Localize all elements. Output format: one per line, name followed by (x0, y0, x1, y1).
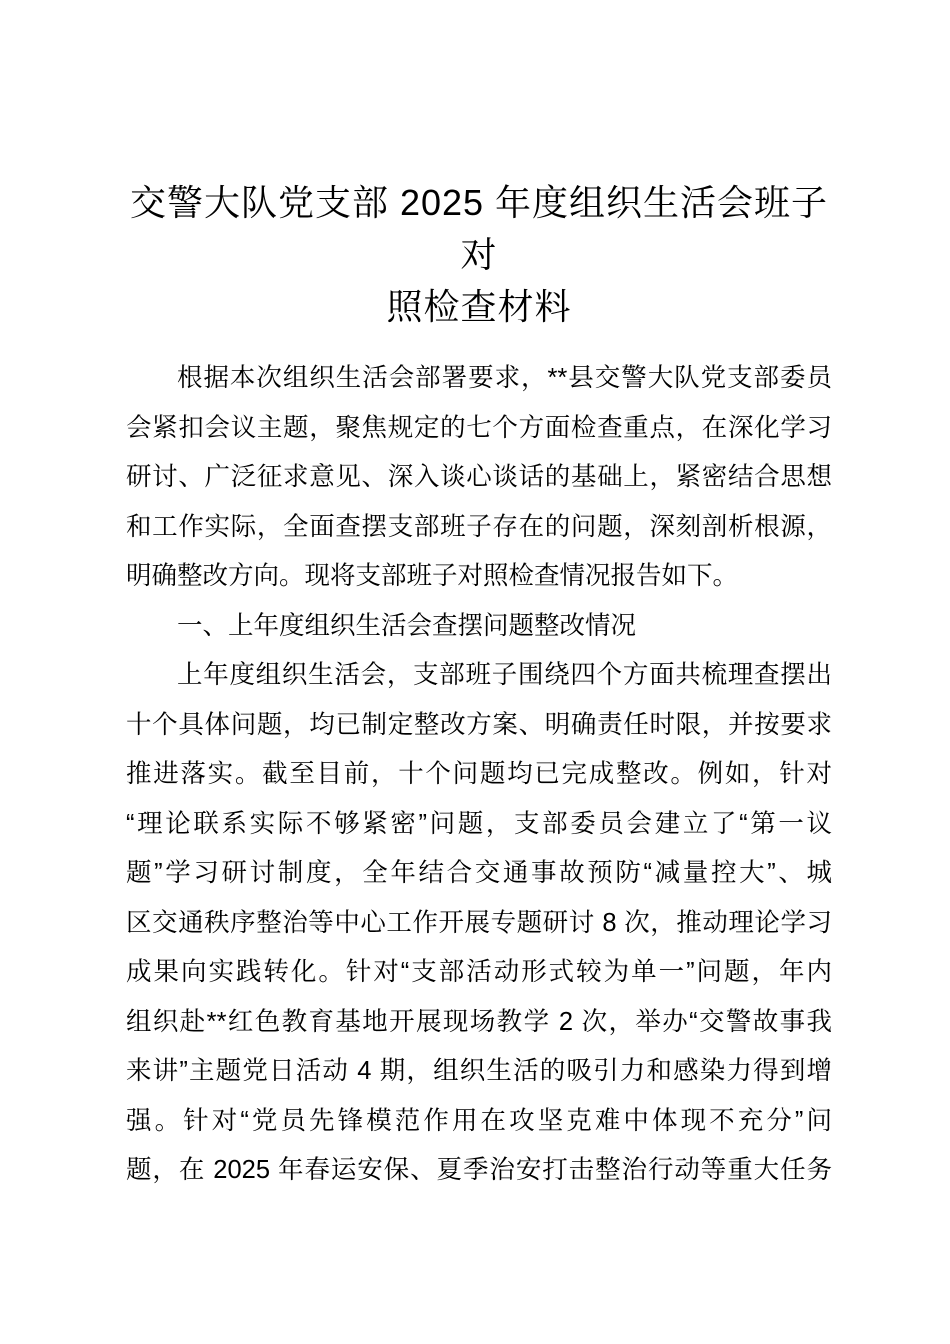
paragraph-2-line-2: 十个具体问题，均已制定整改方案、明确责任时限，并按要求 (126, 710, 832, 739)
paragraph-1-line-5: 明确整改方向。现将支部班子对照检查情况报告如下。 (126, 562, 739, 590)
paragraph-2-line-9: 来讲”主题党日活动 4 期，组织生活的吸引力和感染力得到增 (126, 1057, 832, 1085)
section-heading-1: 一、上年度组织生活会查摆问题整改情况 (177, 611, 637, 640)
paragraph-2-line-4: “理论联系实际不够紧密”问题，支部委员会建立了“第一议 (126, 809, 832, 838)
title-line-2: 照检查材料 (386, 286, 572, 327)
paragraph-2-line-10: 强。针对“党员先锋模范作用在攻坚克难中体现不充分”问 (126, 1106, 832, 1135)
document-body (126, 354, 832, 1196)
paragraph-1-line-2: 会紧扣会议主题，聚焦规定的七个方面检查重点，在深化学习 (126, 413, 832, 442)
paragraph-2-line-1: 上年度组织生活会，支部班子围绕四个方面共梳理查摆出 (177, 661, 832, 689)
paragraph-1-line-4: 和工作实际，全面查摆支部班子存在的问题，深刻剖析根源， (126, 512, 832, 541)
title-line-1: 交警大队党支部 2025 年度组织生活会班子对 (129, 182, 829, 275)
paragraph-2-line-3: 推进落实。截至目前，十个问题均已完成整改。例如，针对 (126, 760, 832, 788)
paragraph-2-line-5: 题”学习研讨制度，全年结合交通事故预防“减量控大”、城 (126, 859, 832, 887)
paragraph-2-line-6: 区交通秩序整治等中心工作开展专题研讨 8 次，推动理论学习 (126, 908, 832, 937)
paragraph-1-line-1: 根据本次组织生活会部署要求，**县交警大队党支部委员 (177, 364, 832, 392)
paragraph-1-line-3: 研讨、广泛征求意见、深入谈心谈话的基础上，紧密结合思想 (126, 463, 832, 491)
paragraph-2-line-7: 成果向实践转化。针对“支部活动形式较为单一”问题，年内 (126, 958, 832, 986)
paragraph-2-line-11: 题，在 2025 年春运安保、夏季治安打击整治行动等重大任务 (126, 1156, 832, 1184)
paragraph-2-line-8: 组织赴**红色教育基地开展现场教学 2 次，举办“交警故事我 (126, 1007, 832, 1036)
document-title (126, 177, 832, 333)
